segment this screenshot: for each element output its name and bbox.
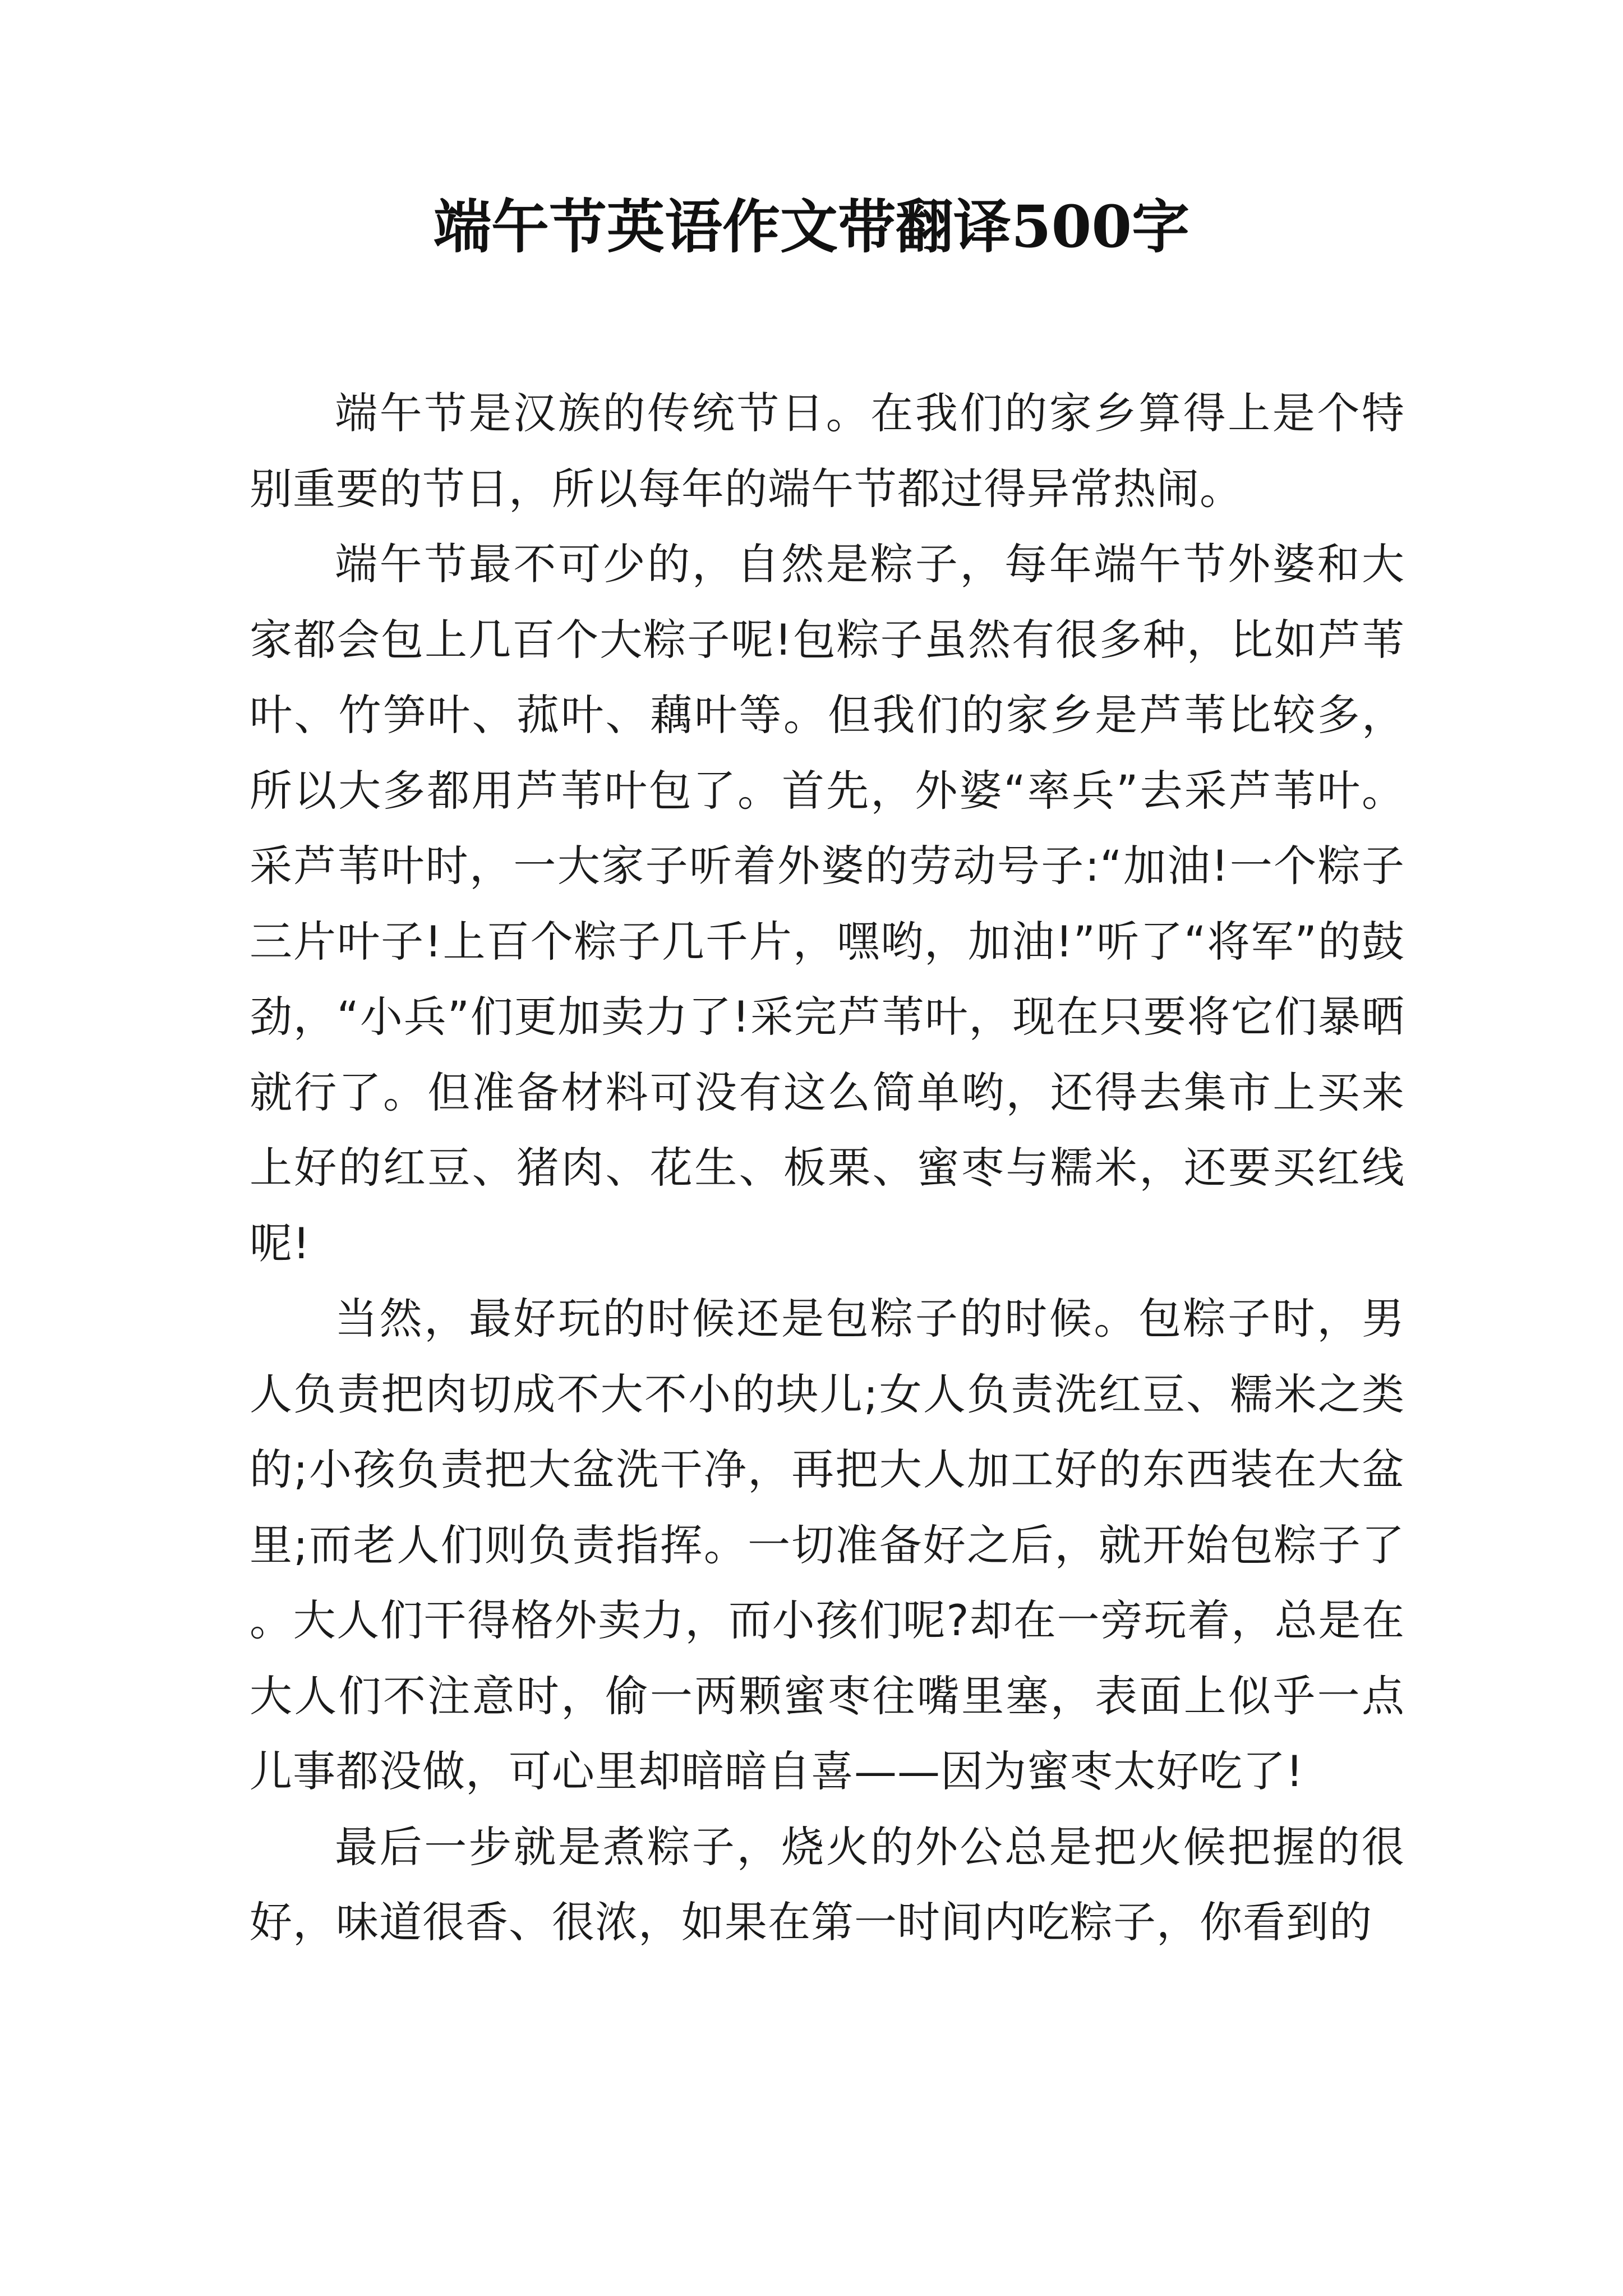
document-body xyxy=(250,376,1405,1961)
paragraph: 端午节最不可少的，自然是粽子，每年端午节外婆和大家都会包上几百个大粽子呢!包粽子虽然有很多种，比如芦苇叶、竹笋叶、菰叶、藕叶等。但我们的家乡是芦苇比较多，所以大多都用芦苇叶包了。首先，外婆“率兵”去采芦苇叶。采芦苇叶时，一大家子听着外婆的劳动号子:“加油!一个粽子三片叶子!上百个粽子几千片，嘿哟，加油!”听了“将军”的鼓劲，“小兵”们更加卖力了!采完芦苇叶，现在只要将它们暴晒就行了。但准备材料可没有这么简单哟，还得去集市上买来上好的红豆、猪肉、花生、板栗、蜜枣与糯米，还要买红线呢! xyxy=(250,539,1405,1268)
paragraph: 端午节是汉族的传统节日。在我们的家乡算得上是个特别重要的节日，所以每年的端午节都过得异常热闹。 xyxy=(250,388,1405,514)
paragraph: 当然，最好玩的时候还是包粽子的时候。包粽子时，男人负责把肉切成不大不小的块儿;女人负责洗红豆、糯米之类的;小孩负责把大盆洗干净，再把大人加工好的东西装在大盆里;而老人们则负责指挥。一切准备好之后，就开始包粽子了。大人们干得格外卖力，而小孩们呢?却在一旁玩着，总是在大人们不注意时，偷一两颗蜜枣往嘴里塞，表面上似乎一点儿事都没做，可心里却暗暗自喜——因为蜜枣太好吃了! xyxy=(250,1294,1405,1796)
paragraph: 最后一步就是煮粽子，烧火的外公总是把火候把握的很好，味道很香、很浓，如果在第一时间内吃粽子，你看到的 xyxy=(250,1821,1405,1947)
document-title: 端午节英语作文带翻译500字 xyxy=(433,193,1189,261)
